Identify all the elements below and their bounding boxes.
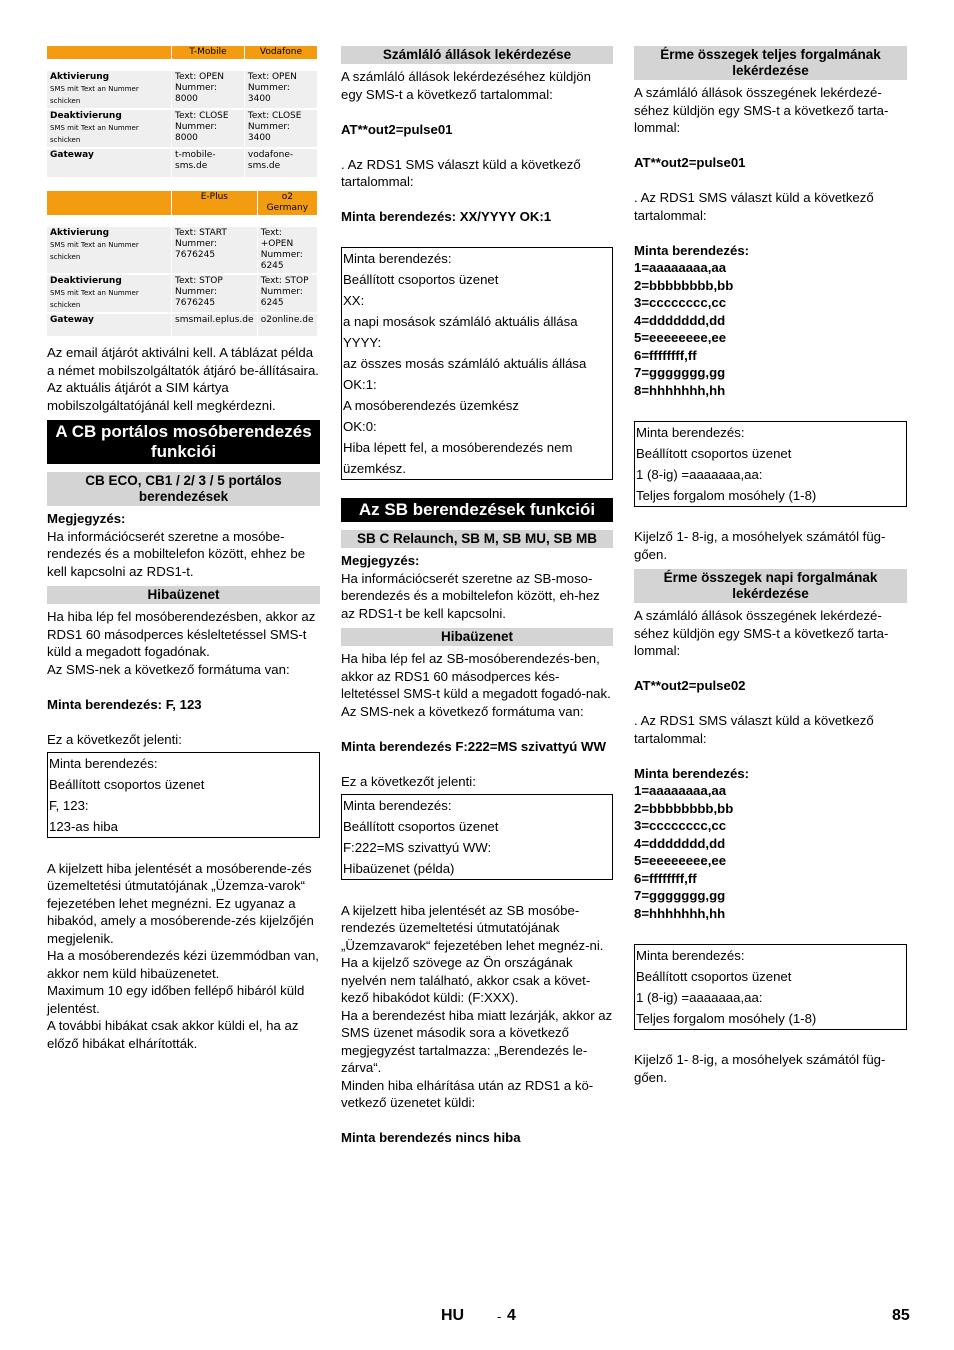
cell: vodafone- sms.de — [244, 148, 317, 178]
display-text: Kijelző 1- 8-ig, a mosóhelyek számától füg-gően. — [634, 1052, 886, 1085]
paragraph: A további hibákat csak akkor küldi el, ha az előző hibákat elhárították. — [47, 1018, 299, 1051]
column-2 — [341, 46, 613, 1147]
error-format-text: Az SMS-nek a következő formátuma van: — [341, 703, 584, 719]
row-label: Gateway — [50, 315, 94, 325]
example-line: Minta berendezés: F, 123 — [47, 696, 202, 712]
column-1 — [47, 46, 320, 1052]
box-line: Teljes forgalom mosóhely (1-8) — [636, 487, 817, 503]
error-heading: Hibaüzenet — [47, 586, 320, 604]
cell: t-mobile- sms.de — [172, 148, 245, 178]
box-line: Beállított csoportos üzenet — [636, 445, 792, 461]
example-line: 6=ffffffff,ff — [634, 347, 697, 363]
display-text: Kijelző 1- 8-ig, a mosóhelyek számától füg-gően. — [634, 529, 886, 562]
example-line: Minta berendezés F:222=MS szivattyú WW — [341, 738, 606, 754]
counter-text: A számláló állások lekérdezéséhez küldjön egy SMS-t a következő tartalommal: — [341, 69, 591, 102]
heading-total: Érme összegek teljes forgalmának lekérdezése — [634, 46, 907, 80]
cell: o2online.de — [257, 313, 317, 337]
box-line: Beállított csoportos üzenet — [636, 968, 792, 984]
row-sub: SMS mit Text an Nummer schicken — [50, 124, 139, 144]
box-line: Minta berendezés: — [343, 251, 452, 266]
box-line: Hiba lépett fel, a mosóberendezés nem üzemkész. — [343, 440, 573, 476]
example-box — [341, 247, 613, 480]
section-heading-sb: Az SB berendezések funkciói — [341, 498, 613, 522]
cell: Text: CLOSE Nummer: 8000 — [172, 109, 245, 148]
note-label: Megjegyzés: — [47, 511, 126, 526]
error-text: Ha hiba lép fel az SB-mosóberendezés-ben, akkor az RDS1 60 másodperces kés-leltetéssel SMS-t küld a megadott fogadó-nak. — [341, 651, 611, 701]
reply-text: . Az RDS1 SMS választ küld a következő tartalommal: — [634, 190, 874, 223]
box-line: Beállított csoportos üzenet — [343, 819, 499, 834]
row-sub: SMS mit Text an Nummer schicken — [50, 85, 139, 105]
cell: smsmail.eplus.de — [172, 313, 258, 337]
paragraph: Minden hiba elhárítása után az RDS1 a kö-vetkező üzenetet küldi: — [341, 1077, 594, 1110]
total-text: A számláló állások összegének lekérdezé-séhez küldjön egy SMS-t a következő tarta-lommal: — [634, 85, 889, 135]
heading-counter: Számláló állások lekérdezése — [341, 46, 613, 64]
example-line: Minta berendezés: — [634, 242, 750, 258]
column-3 — [634, 46, 907, 1086]
cell: Text: STOP Nummer: 6245 — [257, 274, 317, 313]
box-line: YYYY: — [343, 335, 382, 350]
row-label: Gateway — [50, 150, 94, 160]
example-line: 3=cccccccc,cc — [634, 295, 727, 310]
carrier-table-1 — [47, 46, 318, 179]
box-line: 1 (8-ig) =aaaaaaa,aa: — [636, 989, 763, 1005]
footer-language: HU — [441, 1307, 465, 1324]
box-line: 1 (8-ig) =aaaaaaa,aa: — [636, 466, 763, 482]
carrier-name: Vodafone — [244, 46, 317, 59]
box-line: Beállított csoportos üzenet — [49, 777, 205, 792]
means-text: Ez a következőt jelenti: — [341, 773, 476, 789]
example-line: 2=bbbbbbbb,bb — [634, 800, 734, 816]
email-text: Az email átjárót aktiválni kell. A táblázat példa a német mobilszolgáltatók átjáró be-állításaira. Az aktuális átjárót a SIM kártya mobilszolgáltatójánál kell megkérdezni. — [47, 345, 319, 413]
box-line: az összes mosás számláló aktuális állása — [343, 356, 587, 371]
box-line: a napi mosások számláló aktuális állása — [343, 314, 578, 329]
example-line: 8=hhhhhhh,hh — [634, 905, 726, 921]
box-line: F:222=MS szivattyú WW: — [343, 840, 492, 855]
paragraph: Ha a mosóberendezés kézi üzemmódban van, akkor nem küld hibaüzenetet. — [47, 948, 319, 981]
paragraph: Ha a berendezést hiba miatt lezárják, akkor az SMS üzenet második sora a következő megjegyzést tartalmazza: „Berendezés le-zárva“. — [341, 1007, 613, 1075]
reply-text: . Az RDS1 SMS választ küld a következő tartalommal: — [634, 713, 874, 746]
box-line: Minta berendezés: — [49, 756, 158, 771]
example-line: Minta berendezés: XX/YYYY OK:1 — [341, 209, 552, 224]
row-sub: SMS mit Text an Nummer schicken — [50, 241, 139, 261]
example-line: 7=ggggggg,gg — [634, 888, 726, 903]
box-line: 123-as hiba — [49, 819, 118, 834]
example-line: 8=hhhhhhh,hh — [634, 382, 726, 398]
paragraph: A kijelzett hiba jelentését a mosóberende-zés üzemeltetési útmutatójának „Üzemza-varok“ fejezetében lehet megnézni. Ez ugyanaz a hibakód, amely a mosóberende-zés kijelzőjén megjelenik. — [47, 860, 314, 946]
box-line: F, 123: — [49, 798, 89, 813]
note-text: Ha információcserét szeretne a mosóbe-rendezés és a mobiltelefon között, ehhez be kell kapcsolni az RDS1-t. — [47, 528, 306, 579]
box-line: A mosóberendezés üzemkész — [343, 398, 519, 413]
subsection-heading-cb: CB ECO, CB1 / 2/ 3 / 5 portálos berendezések — [47, 472, 320, 506]
row-sub: SMS mit Text an Nummer schicken — [50, 289, 139, 309]
example-line: 4=ddddddd,dd — [634, 835, 726, 851]
example-line: 1=aaaaaaaa,aa — [634, 260, 727, 275]
example-line: 7=ggggggg,gg — [634, 365, 726, 380]
example-line: Minta berendezés nincs hiba — [341, 1130, 521, 1145]
example-line: 5=eeeeeeee,ee — [634, 330, 727, 345]
example-box — [634, 421, 907, 507]
row-label: Aktivierung — [50, 228, 110, 238]
carrier-name: T-Mobile — [172, 46, 245, 59]
example-box — [47, 752, 320, 838]
cell: Text: START Nummer: 7676245 — [172, 227, 258, 274]
page-footer — [0, 1307, 954, 1331]
footer-section-number: 4 — [507, 1307, 516, 1324]
error-format-text: Az SMS-nek a következő formátuma van: — [47, 661, 290, 677]
paragraph: A kijelzett hiba jelentését az SB mosóbe-rendezés üzemeltetési útmutatójának „Üzemzavarok“ fejezetében lehet megnéz-ni. — [341, 902, 604, 953]
box-line: OK:1: — [343, 377, 377, 392]
paragraph: Ha a kijelző szövege az Ön országának nyelvén nem található, akkor csak a követ-kező hibakódot küldi: (F:XXX). — [341, 955, 591, 1005]
page-number: 85 — [892, 1307, 910, 1324]
example-box — [634, 944, 907, 1030]
row-label: Deaktivierung — [50, 111, 122, 121]
carrier-name: o2 Germany — [257, 191, 317, 215]
paragraph: Maximum 10 egy időben fellépő hibáról küld jelentést. — [47, 983, 305, 1016]
box-line: Minta berendezés: — [343, 798, 452, 813]
example-line: 6=ffffffff,ff — [634, 870, 697, 886]
row-label: Aktivierung — [50, 72, 110, 82]
box-line: Hibaüzenet (példa) — [343, 861, 455, 876]
heading-daily: Érme összegek napi forgalmának lekérdezése — [634, 569, 907, 603]
footer-separator: - — [497, 1309, 502, 1324]
box-line: XX: — [343, 293, 365, 308]
box-line: Beállított csoportos üzenet — [343, 272, 499, 287]
command-text: AT**out2=pulse01 — [341, 121, 453, 137]
command-text: AT**out2=pulse02 — [634, 678, 746, 693]
carrier-table-2 — [47, 191, 318, 338]
command-text: AT**out2=pulse01 — [634, 155, 746, 170]
subsection-heading-sb: SB C Relaunch, SB M, SB MU, SB MB — [341, 530, 613, 548]
example-box — [341, 794, 613, 880]
box-line: Teljes forgalom mosóhely (1-8) — [636, 1010, 817, 1026]
section-heading-cb: A CB portálos mosóberendezés funkciói — [47, 420, 320, 464]
example-line: 1=aaaaaaaa,aa — [634, 783, 727, 798]
cell: Text: OPEN Nummer: 8000 — [172, 71, 245, 109]
box-line: Minta berendezés: — [636, 424, 745, 440]
example-line: Minta berendezés: — [634, 765, 750, 781]
example-line: 4=ddddddd,dd — [634, 312, 726, 328]
cell: Text: OPEN Nummer: 3400 — [244, 71, 317, 109]
error-heading: Hibaüzenet — [341, 628, 613, 646]
example-line: 2=bbbbbbbb,bb — [634, 277, 734, 293]
box-line: Minta berendezés: — [636, 947, 745, 963]
means-text: Ez a következőt jelenti: — [47, 731, 182, 747]
example-line: 5=eeeeeeee,ee — [634, 853, 727, 868]
row-label: Deaktivierung — [50, 276, 122, 286]
carrier-name: E-Plus — [172, 191, 258, 215]
box-line: OK:0: — [343, 419, 377, 434]
reply-text: . Az RDS1 SMS választ küld a következő tartalommal: — [341, 156, 581, 189]
note-text: Ha információcserét szeretne az SB-moso-berendezés és a mobiltelefon között, eh-hez az RDS1-t be kell kapcsolni. — [341, 570, 600, 621]
cell: Text: +OPEN Nummer: 6245 — [257, 227, 317, 274]
daily-text: A számláló állások összegének lekérdezé-séhez küldjön egy SMS-t a következő tarta-lommal: — [634, 608, 889, 658]
error-text: Ha hiba lép fel mosóberendezésben, akkor az RDS1 60 másodperces késleltetéssel SMS-t küld a megadott fogadónak. — [47, 609, 316, 659]
cell: Text: STOP Nummer: 7676245 — [172, 274, 258, 313]
note-label: Megjegyzés: — [341, 553, 420, 568]
cell: Text: CLOSE Nummer: 3400 — [244, 109, 317, 148]
example-line: 3=cccccccc,cc — [634, 818, 727, 833]
